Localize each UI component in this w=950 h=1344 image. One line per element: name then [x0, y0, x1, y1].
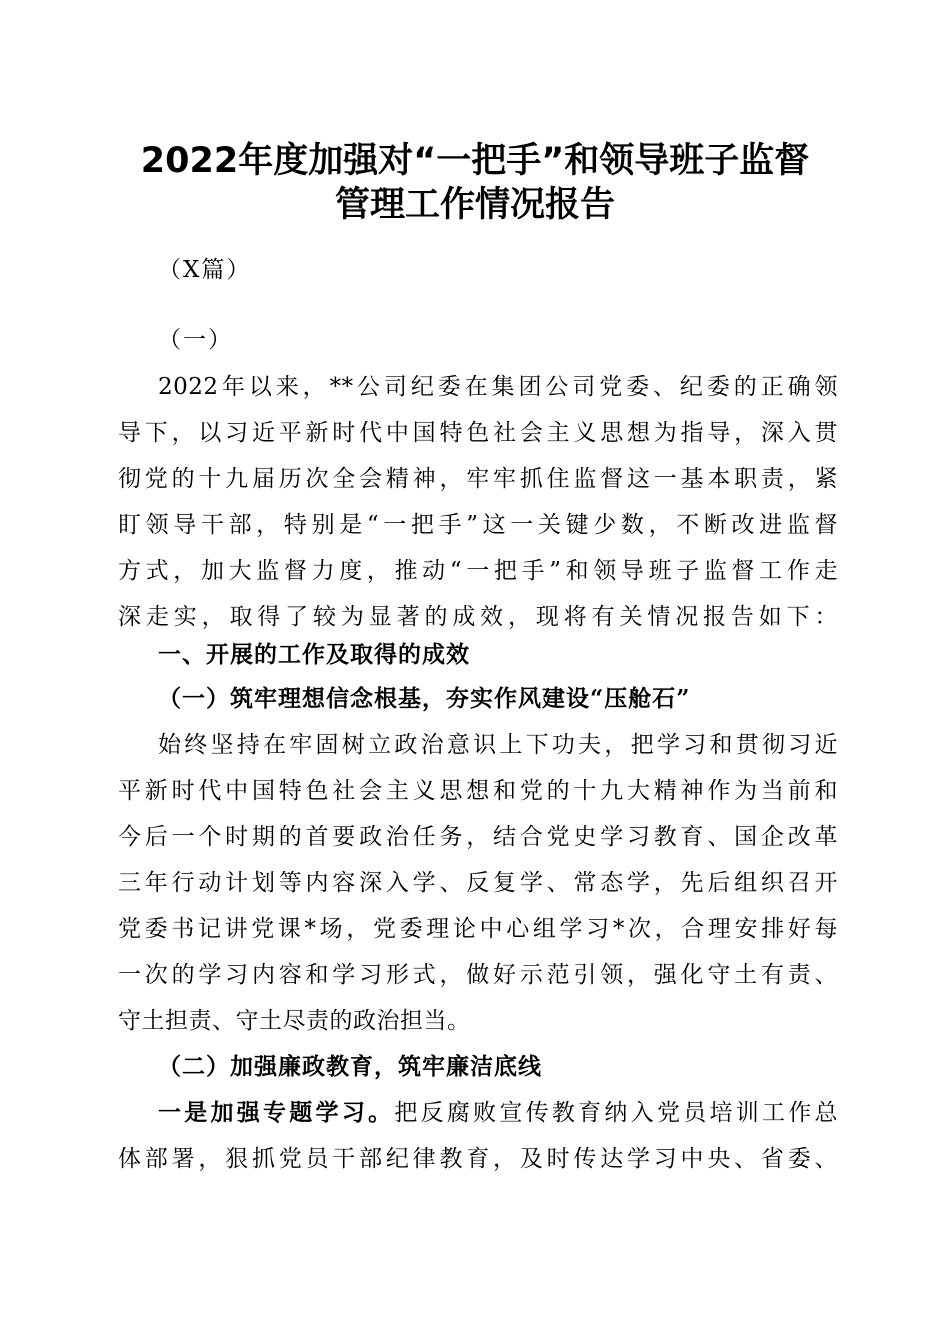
intro-line-5: 方式，加大监督力度，推动“一把手”和领导班子监督工作走 [118, 558, 838, 584]
subsection-2-line-1-rest: 把反腐败宣传教育纳入党员培训工作总 [394, 1100, 839, 1126]
document-title-line-1: 2022年度加强对“一把手”和领导班子监督 [140, 141, 810, 181]
subsection-2-heading: （二）加强廉政教育，筑牢廉洁底线 [158, 1053, 542, 1080]
intro-line-2: 导下，以习近平新时代中国特色社会主义思想为指导，深入贯 [118, 420, 838, 446]
intro-line-6: 深走实，取得了较为显著的成效，现将有关情况报告如下： [118, 604, 838, 630]
document-title-line-2: 管理工作情况报告 [334, 185, 615, 225]
subsection-1-line-2: 平新时代中国特色社会主义思想和党的十九大精神作为当前和 [118, 778, 838, 804]
subsection-1-heading: （一）筑牢理想信念根基，夯实作风建设“压舱石” [158, 685, 691, 712]
intro-line-4: 盯领导干部，特别是“一把手”这一关键少数，不断改进监督 [118, 512, 838, 538]
subsection-2-line-2: 体部署，狠抓党员干部纪律教育，及时传达学习中央、省委、 [118, 1146, 838, 1172]
subsection-1-line-3: 今后一个时期的首要政治任务，结合党史学习教育、国企改革 [118, 824, 838, 850]
subsection-1-line-1: 始终坚持在牢固树立政治意识上下功夫，把学习和贯彻习近 [158, 732, 838, 758]
subsection-1-line-5: 党委书记讲党课*场，党委理论中心组学习*次，合理安排好每 [118, 916, 838, 942]
subsection-2-runin: 一是加强专题学习。 [158, 1099, 395, 1126]
intro-line-1: 2022年以来，**公司纪委在集团公司党委、纪委的正确领 [158, 374, 838, 400]
series-note: （X篇） [158, 257, 252, 283]
subsection-1-line-6: 一次的学习内容和学习形式，做好示范引领，强化守土有责、 [118, 962, 838, 988]
section-1-heading: 一、开展的工作及取得的成效 [158, 642, 470, 668]
subsection-2-line-1 [158, 1098, 838, 1128]
part-marker: （一） [158, 327, 233, 353]
intro-line-3: 彻党的十九届历次全会精神，牢牢抓住监督这一基本职责，紧 [118, 466, 838, 492]
subsection-1-line-7: 守土担责、守土尽责的政治担当。 [118, 1008, 471, 1034]
subsection-1-line-4: 三年行动计划等内容深入学、反复学、常态学，先后组织召开 [118, 870, 838, 896]
